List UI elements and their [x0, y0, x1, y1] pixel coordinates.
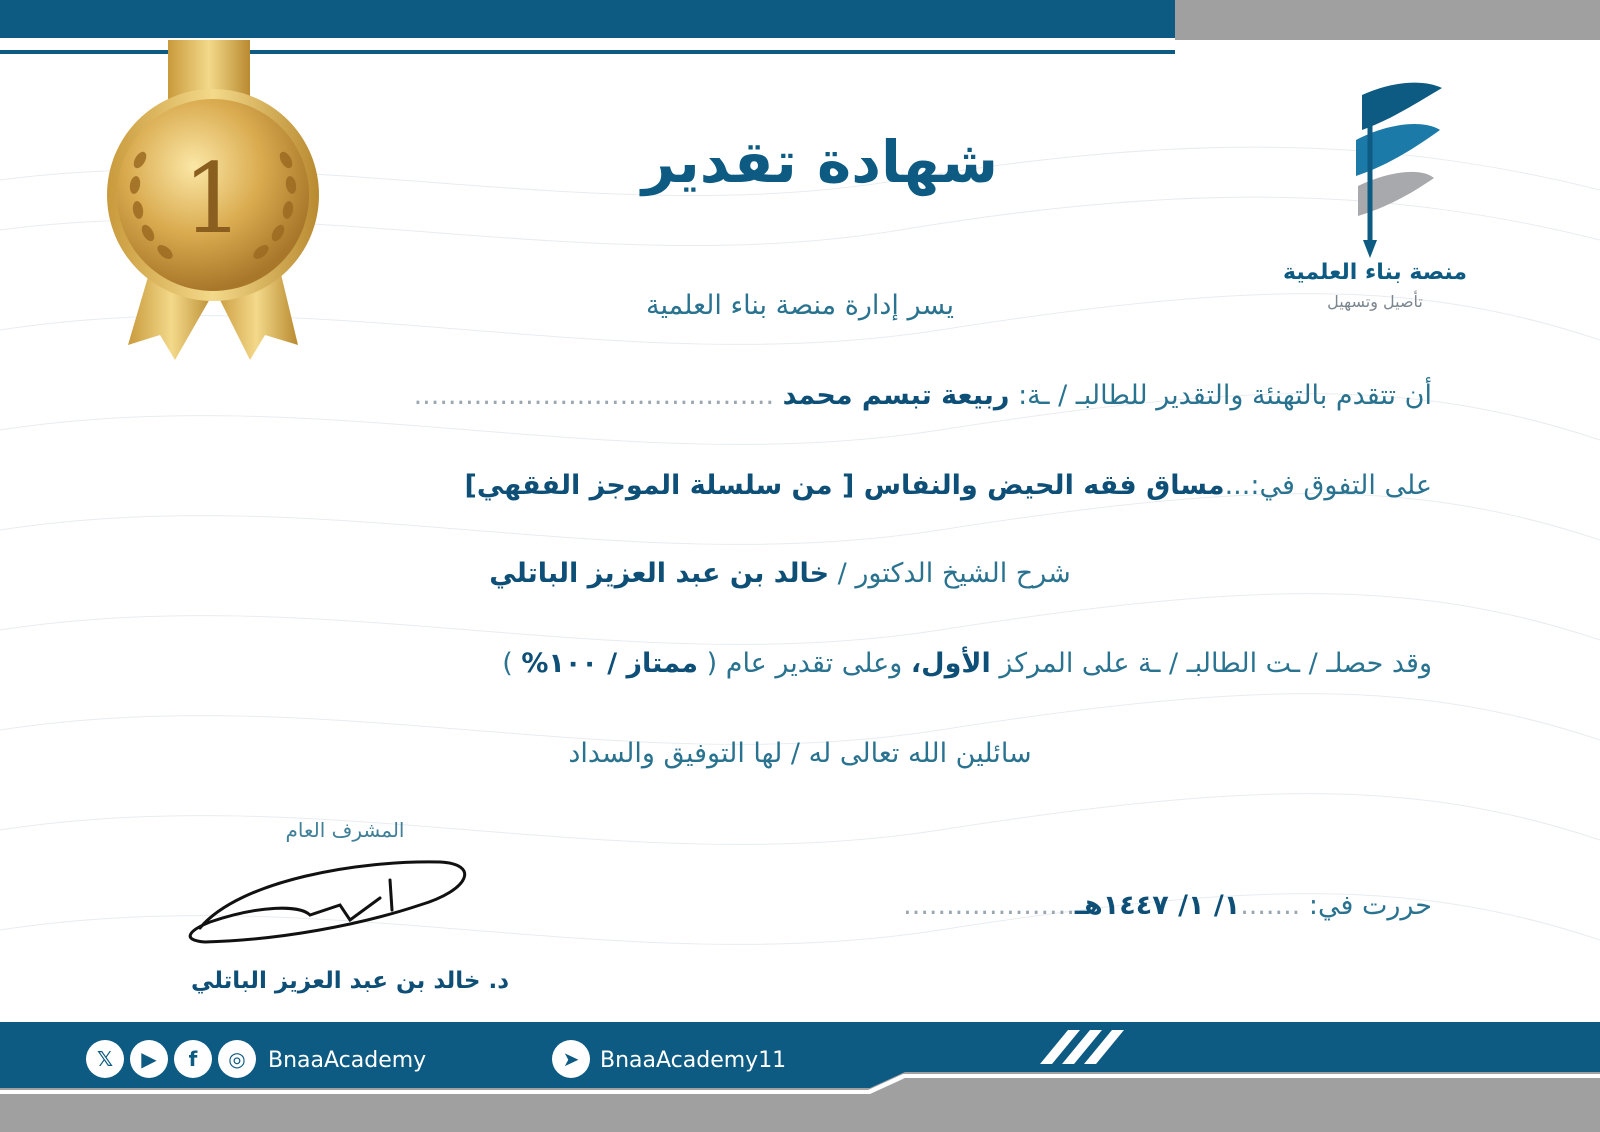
- grade-suffix: ): [502, 648, 513, 679]
- grade-prefix: وعلى تقدير عام (: [706, 648, 903, 679]
- signature-name: د. خالد بن عبد العزيز الباتلي: [190, 968, 510, 994]
- result-prefix: وقد حصلـ / ـت الطالبـ / ـة على المركز: [999, 648, 1432, 679]
- date-label: حررت في:: [1308, 890, 1432, 921]
- intro-line: يسر إدارة منصة بناء العلمية: [645, 290, 955, 321]
- social-handle[interactable]: BnaaAcademy: [268, 1048, 427, 1073]
- excellence-prefix: على التفوق في:...: [1224, 470, 1432, 501]
- sheikh-name: خالد بن عبد العزيز الباتلي: [489, 558, 830, 589]
- logo-name: منصة بناء العلمية: [1283, 260, 1467, 285]
- certificate-title: شهادة تقدير: [641, 128, 999, 196]
- top-bar-gray: [1175, 0, 1600, 40]
- student-name: ربيعة تبسم محمد: [782, 380, 1010, 411]
- course-name: مساق فقه الحيض والنفاس [ من سلسلة الموجز الفقهي]: [464, 470, 1225, 501]
- explanation-line: [360, 558, 1200, 589]
- date-line: حررت في: .......١/ ١/ ١٤٤٧هـ....................: [903, 890, 1432, 921]
- telegram-handle[interactable]: BnaaAcademy11: [600, 1048, 787, 1073]
- x-icon[interactable]: 𝕏: [86, 1040, 124, 1078]
- logo-tagline: تأصيل وتسهيل: [1327, 292, 1423, 311]
- rank: الأول،: [910, 648, 991, 679]
- instagram-icon[interactable]: ◎: [218, 1040, 256, 1078]
- congrats-prefix: أن تتقدم بالتهنئة والتقدير للطالبـ / ـة:: [1018, 380, 1432, 411]
- course-line: [464, 470, 1432, 501]
- date-value: ١/ ١/ ١٤٤٧هـ: [1074, 890, 1241, 921]
- explanation-prefix: شرح الشيخ الدكتور /: [837, 558, 1071, 589]
- logo-mark-icon: [1356, 83, 1442, 258]
- result-line: [502, 648, 1432, 679]
- signature-image: [190, 862, 465, 942]
- telegram-icon[interactable]: ➤: [552, 1040, 590, 1078]
- student-line: أن تتقدم بالتهنئة والتقدير للطالبـ / ـة: ربيعة تبسم محمد ..........................................: [413, 380, 1432, 411]
- youtube-icon[interactable]: ▶: [130, 1040, 168, 1078]
- medal-number: 1: [182, 143, 244, 255]
- signature-title: المشرف العام: [285, 818, 405, 842]
- top-bar-blue: [0, 0, 1175, 38]
- facebook-icon[interactable]: f: [174, 1040, 212, 1078]
- closing-line: سائلين الله تعالى له / لها التوفيق والسداد: [568, 738, 1032, 769]
- medal-icon: [107, 40, 319, 360]
- grade: ممتاز / ١٠٠%: [521, 648, 699, 679]
